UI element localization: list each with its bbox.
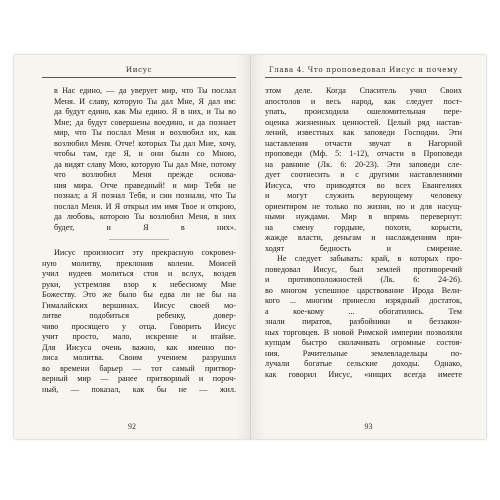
left-page: [14, 55, 250, 439]
text-line: Не следует забывать: край, в которых про-: [277, 254, 462, 263]
text-line: да будут едино, как Мы едино. Я в них, и Ты во: [54, 107, 236, 116]
text-line: послал Меня. И Я открыл им имя Твое и открою,: [54, 201, 236, 211]
text-line: ориентиром не только по жизни, но и для насущ-: [265, 201, 462, 211]
text-line: знали пиратов, разбойники и беззакон-: [265, 317, 462, 326]
right-page: [251, 55, 486, 439]
right-header-rule: [265, 77, 462, 78]
right-page-number: 93: [364, 422, 373, 431]
text-line: оценка жизненных ценностей. Целый ряд настав-: [265, 117, 462, 127]
book-spread: [14, 55, 486, 439]
text-line: в Нас едино, — да уверует мир, что Ты послал: [54, 86, 236, 95]
text-line: ходят бедность и смирение.: [265, 243, 462, 253]
left-paragraph: [42, 248, 236, 395]
text-line: Для Иисуса очень важно, как именно по-: [42, 342, 236, 352]
right-paragraph-2: [265, 254, 462, 380]
text-line: этом деле. Когда Спаситель учил Своих: [265, 86, 462, 95]
text-line: во времени барьер — тот самый притвор-: [42, 363, 236, 373]
text-line: как говорил Иисус, «нищих всегда имеете: [265, 369, 462, 379]
text-line: что возлюбил Меня прежде основа-: [54, 170, 236, 179]
text-line: на смену гордыне, похоти, корысти,: [265, 222, 462, 232]
text-line: руки, устремляя взор к небесному Мне: [42, 279, 236, 289]
left-page-number: 92: [128, 422, 136, 431]
text-line: во многом успешное царствование Ирода Вели-: [265, 285, 462, 295]
verse-separator: [109, 239, 169, 240]
text-line: и могут служить верующему человеку: [265, 191, 462, 200]
text-line: познал; а Я познал Тебя, и сии познали, что Ты: [54, 191, 236, 200]
text-line: дует соотнесить и с другими наставлениями: [265, 170, 462, 179]
text-line: да видят славу Мою, которую Ты дал Мне, потому: [54, 159, 236, 169]
text-line: Гималайских вершинах. Иисус своей мо-: [42, 300, 236, 310]
text-line: ния мира. Отче праведный! и мир Тебя не: [54, 180, 236, 190]
verse-quote: [42, 86, 236, 233]
text-line: верный мир — ранее притворный и пороч-: [42, 374, 236, 383]
text-line: жажде власти, деньгам и наслаждениям при-: [265, 233, 462, 242]
text-line: лучали богатые сельские доходы. Однако,: [265, 359, 462, 368]
text-line: кого ... многим принесло изрядный достаток,: [265, 296, 462, 305]
text-line: лиса молитва. Своим учением разрушил: [42, 353, 236, 362]
text-line: ными нуждами. Мир в впрямь перевернут:: [265, 212, 462, 221]
text-line: а кое-кому ... обогатились. Тем: [265, 306, 462, 316]
text-line: ный, — показал, как бы не — жил.: [42, 384, 236, 394]
text-line: Иисуса, что приводятся во всех Евангелиях: [265, 180, 462, 190]
text-line: и противоположностей (Лк. 6: 24-26).: [265, 275, 462, 284]
text-line: будет, и Я в них».: [54, 222, 236, 232]
text-line: Иисус произносит эту прекрасную сокровен-: [54, 248, 236, 257]
text-line: литве подобиться ребенку, довер-: [42, 311, 236, 320]
text-line: Божеству. Это же было бы едва ли не бы на: [42, 290, 236, 299]
text-line: апостолов и весь народ, как следует пост-: [265, 96, 462, 106]
text-line: ния. Рачительные землевладельцы по-: [265, 348, 462, 358]
text-line: возлюбил Меня. Отче! которых Ты дал Мне, хочу,: [54, 138, 236, 148]
text-line: да любовь, которою Ты возлюбил Меня, в них: [54, 212, 236, 221]
text-line: учит просто, мало, искренне и втайне.: [42, 332, 236, 341]
text-line: на равнине (Лк. 6: 20-23). Эти заповеди сле-: [265, 159, 462, 169]
text-line: Меня. И славу, которую Ты дал Мне, Я дал им:: [54, 96, 236, 106]
text-line: наставления отчасти звучат в Нагорной: [265, 138, 462, 148]
text-line: поведовал Иисус, был землей противоречий: [265, 264, 462, 274]
text-line: чиво просящего у отца. Говорить Иисус: [42, 321, 236, 331]
text-line: купцам быстро сколачивать огромные состоя-: [265, 338, 462, 347]
text-line: мир, что Ты послал Меня и возлюбил их, как: [54, 128, 236, 137]
text-line: упать, происходила ошеломительная пере-: [265, 107, 462, 116]
right-paragraph-1: [265, 86, 462, 254]
text-line: проповеди (Мф. 5: 1-12), отчасти в Проповеди: [265, 149, 462, 158]
text-line: учил иудеев молиться стоя и вслух, воздев: [42, 269, 236, 278]
text-line: чтобы там, где Я, и они были со Мною,: [54, 149, 236, 158]
text-line: Мне; да будут совершены воедино, и да познает: [54, 117, 236, 127]
text-line: ных торговцев. В новой Римской империи позволяли: [265, 327, 462, 337]
text-line: ную молитву, преклонив колени. Моисей: [42, 258, 236, 268]
left-running-head: Иисус: [125, 65, 153, 74]
left-header-rule: [42, 77, 236, 78]
text-line: лений, известных как заповеди Господни. Эти: [265, 128, 462, 137]
right-running-head: Глава 4. Что проповедовал Иисус и почему: [268, 65, 459, 74]
